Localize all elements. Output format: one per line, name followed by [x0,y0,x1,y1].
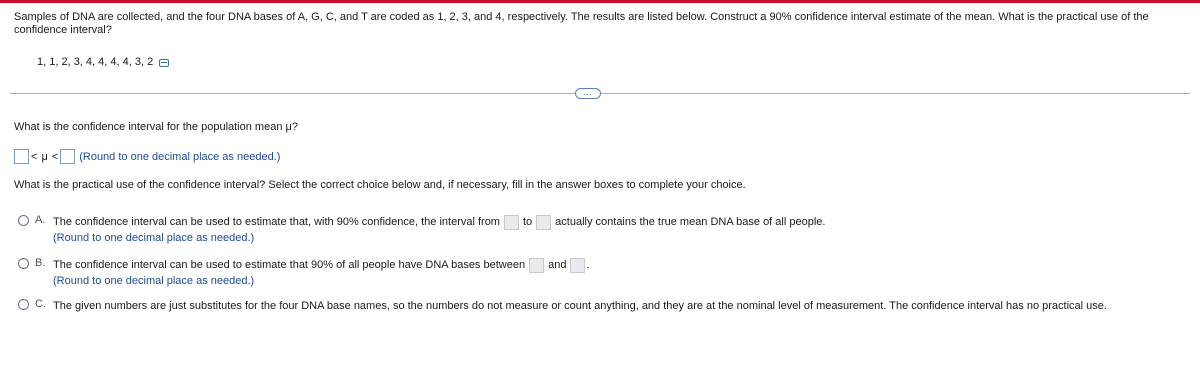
ci-prompt: What is the confidence interval for the population mean μ? [14,121,298,133]
choice-b-text-before: The confidence interval can be used to estimate that 90% of all people have DNA bases between [53,259,526,271]
ci-round-hint: (Round to one decimal place as needed.) [79,150,281,163]
choice-b-letter: B. [35,257,46,269]
ci-lower-input[interactable] [14,149,29,164]
ci-answer-row [14,149,280,164]
lt-symbol-2: < [51,150,59,163]
choice-c-letter: C. [35,298,46,310]
data-values: 1, 1, 2, 3, 4, 4, 4, 4, 3, 2 [37,56,154,68]
ci-upper-input[interactable] [60,149,75,164]
choice-b[interactable] [18,257,590,289]
question-text: Samples of DNA are collected, and the four DNA bases of A, G, C, and T are coded as 1, 2, 3, and 4, respectively. The results are listed below. Construct a 90% confidence interval estimate of the mean. What is the practical use of the confidence interval? [14,11,1149,36]
choice-b-lower-input[interactable] [529,258,544,273]
choice-a-to-input[interactable] [536,215,551,230]
data-values-row [37,56,169,68]
choice-c-text: The given numbers are just substitutes for the four DNA base names, so the numbers do not measure or count anything, and they are at the nominal level of measurement. The confidence interval has no practical use. [53,300,1107,312]
choice-a-text-before: The confidence interval can be used to estimate that, with 90% confidence, the interval from [53,216,500,228]
choice-a-letter: A. [35,214,46,226]
choice-a-text-mid: to [522,216,533,228]
choice-b-radio[interactable] [18,258,29,269]
choice-a[interactable] [18,214,825,246]
mu-symbol: μ [41,150,48,163]
choice-b-hint: (Round to one decimal place as needed.) [53,275,255,287]
choice-c[interactable] [18,298,1107,314]
top-accent-bar [0,0,1200,3]
choice-b-text-after: . [586,259,590,271]
lt-symbol-1: < [31,150,38,163]
choice-c-radio[interactable] [18,299,29,310]
copy-data-icon[interactable] [159,59,169,67]
choice-a-hint: (Round to one decimal place as needed.) [53,232,255,244]
choice-b-text-mid: and [548,259,567,271]
more-button[interactable]: … [575,88,601,99]
choice-b-upper-input[interactable] [570,258,585,273]
practical-use-prompt: What is the practical use of the confidence interval? Select the correct choice below and, if necessary, fill in the answer boxes to complete your choice. [14,179,746,191]
choice-a-from-input[interactable] [504,215,519,230]
choice-a-radio[interactable] [18,215,29,226]
choice-a-text-after: actually contains the true mean DNA base of all people. [555,216,826,228]
